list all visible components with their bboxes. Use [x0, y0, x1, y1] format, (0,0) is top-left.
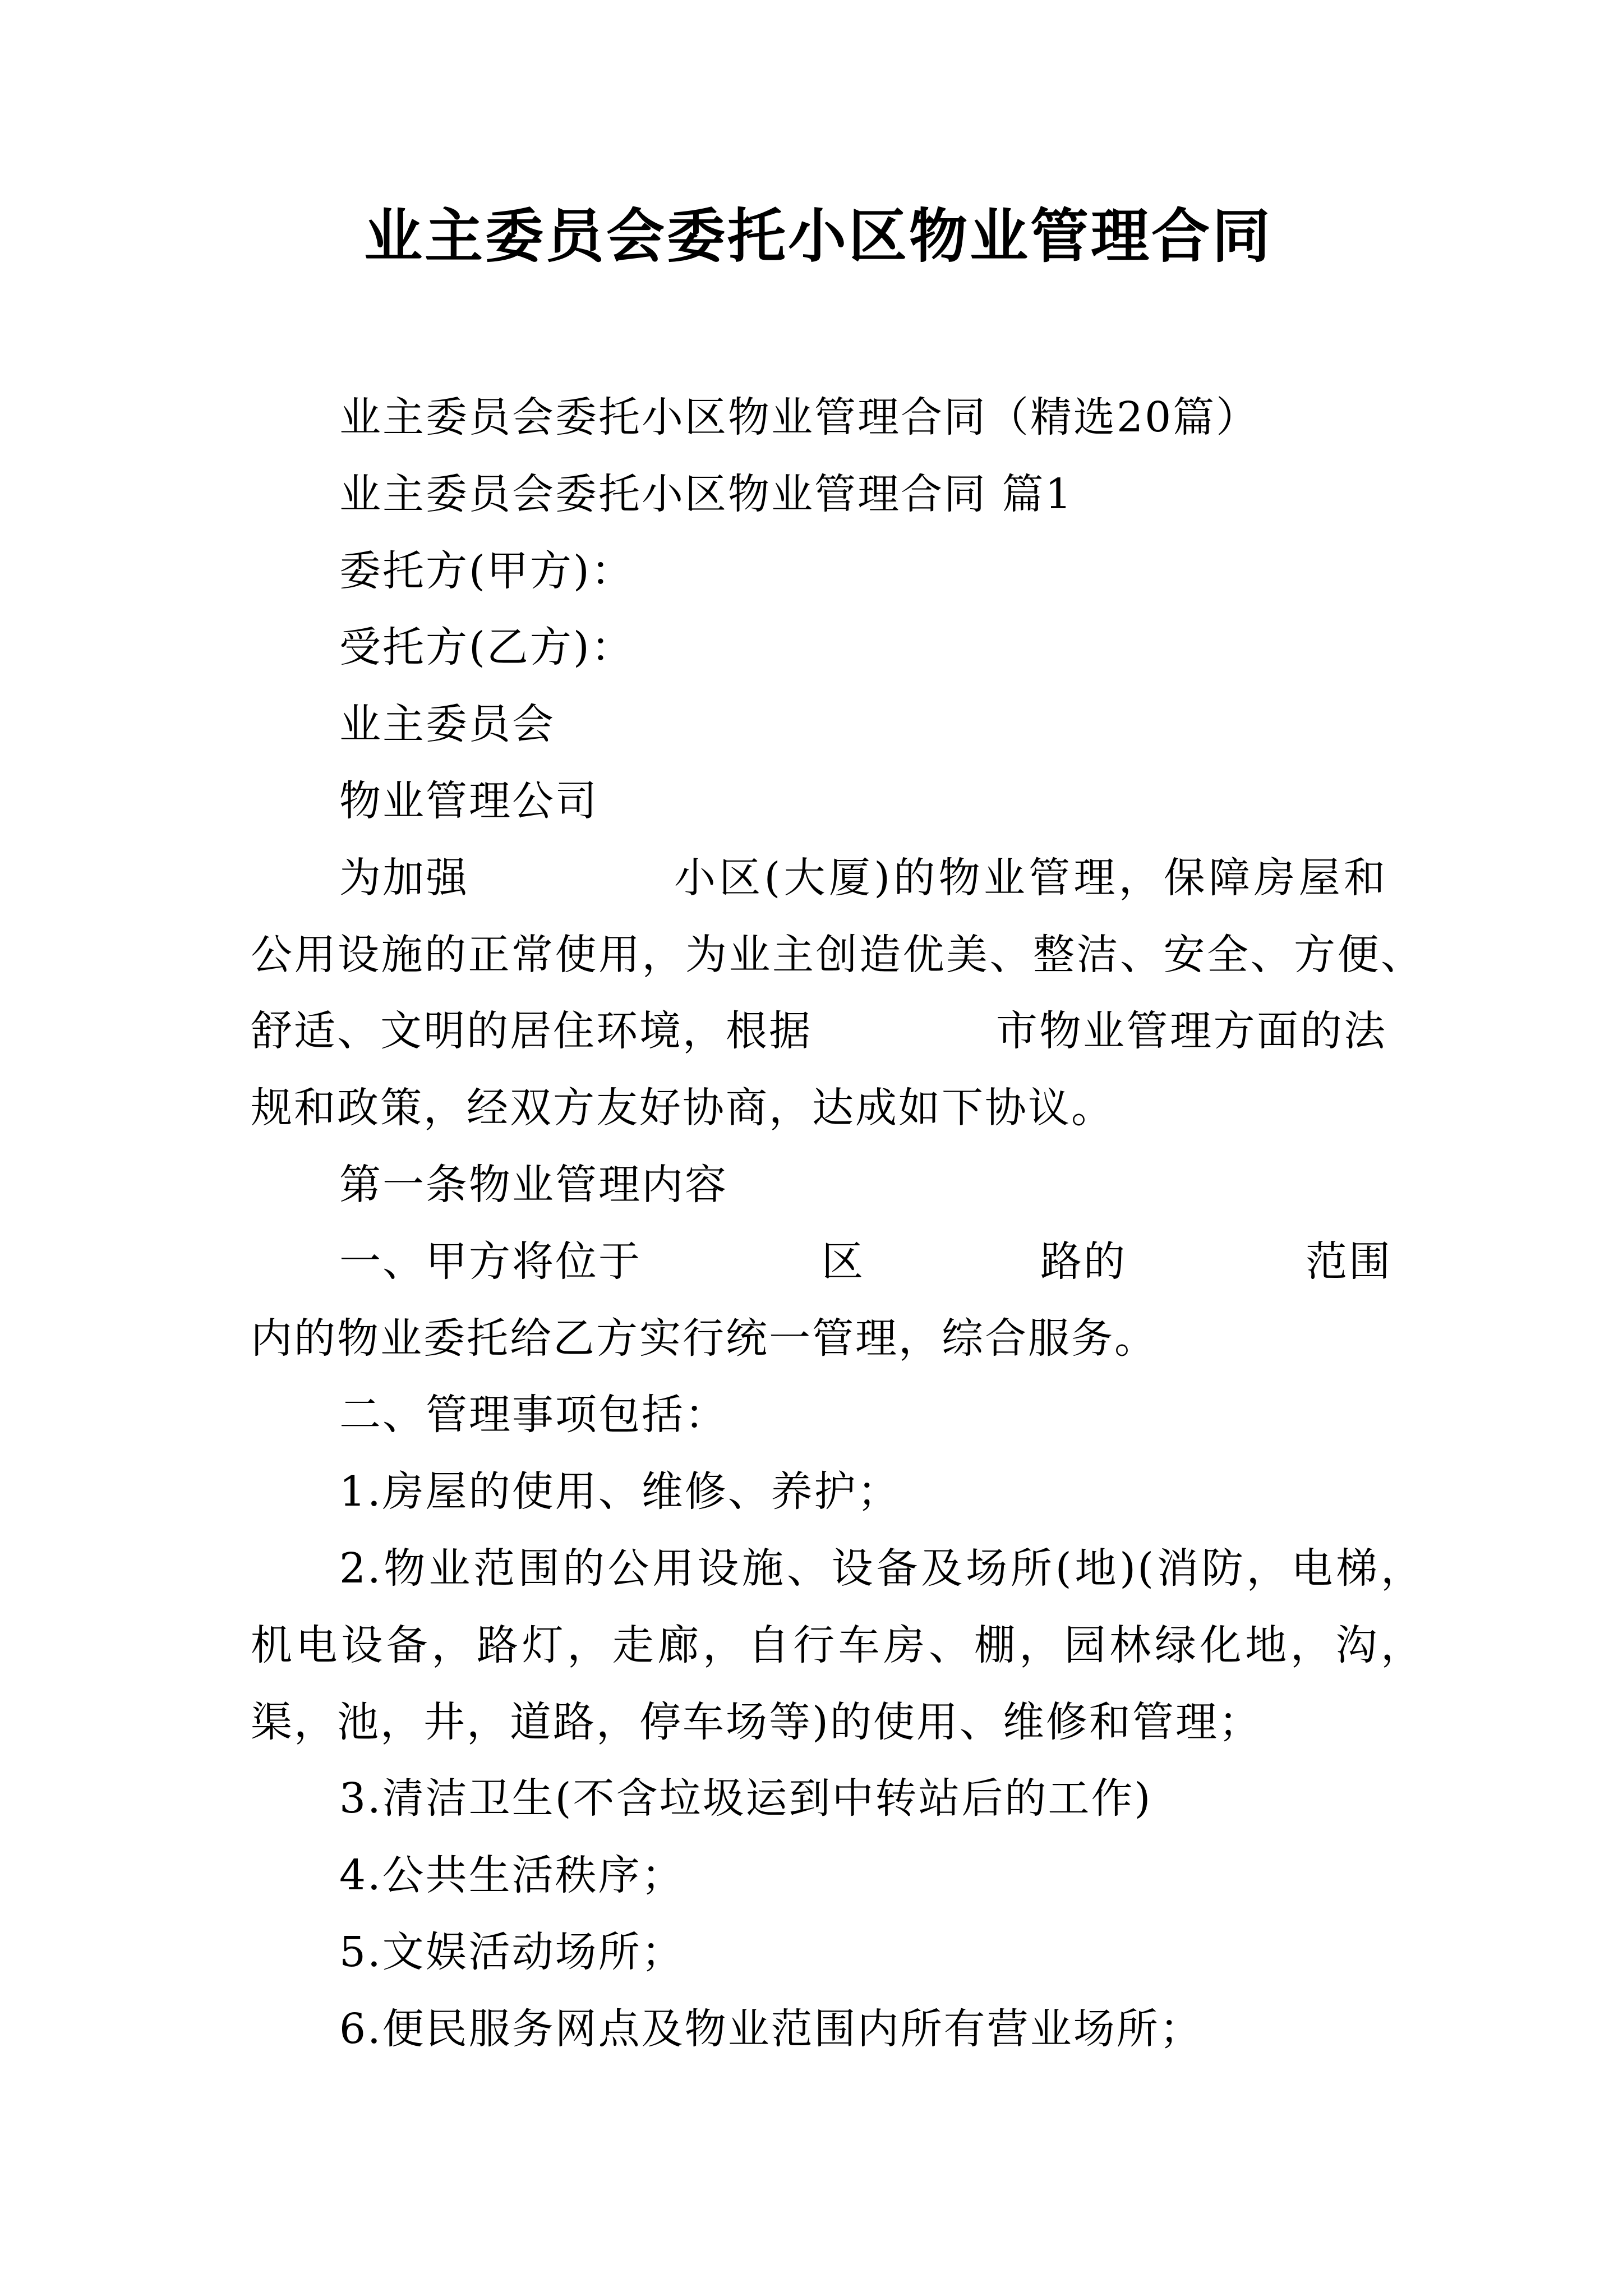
party-a-signatory: 业主委员会: [339, 700, 555, 749]
preamble-line-3: [0, 993, 1623, 1070]
article-1-heading-line: [0, 1147, 1623, 1223]
list-item: [0, 1914, 1623, 1991]
list-item-text: 机电设备，路灯，走廊，自行车房、棚，园林绿化地，沟，: [251, 1621, 1424, 1669]
clause-2-heading: 二、管理事项包括：: [339, 1391, 728, 1439]
preamble-text: 小区(大厦)的物业管理，保障房屋和: [674, 853, 1387, 902]
list-item-continuation: [0, 1684, 1623, 1761]
article-heading: 业主委员会委托小区物业管理合同 篇1: [339, 470, 1073, 518]
list-item: [0, 1837, 1623, 1914]
clause-1-line-1: [0, 1223, 1623, 1300]
clause-1-text: 内的物业委托给乙方实行统一管理，综合服务。: [251, 1314, 1158, 1363]
clause-1-text: 区: [822, 1237, 865, 1286]
document-body: [0, 379, 1623, 2068]
list-item: [0, 1760, 1623, 1837]
clause-1-text: 一、甲方将位于: [339, 1237, 642, 1286]
list-item-text: 5.文娱活动场所；: [339, 1927, 685, 1976]
preamble-text: 为加强: [339, 853, 469, 902]
party-a-signatory-line: [0, 686, 1623, 763]
list-item-text: 2.物业范围的公用设施、设备及场所(地)(消防，电梯，: [339, 1544, 1424, 1593]
party-b-signatory: 物业管理公司: [339, 776, 598, 825]
party-a-line: [0, 533, 1623, 610]
list-item-text: 6.便民服务网点及物业范围内所有营业场所；: [339, 2004, 1203, 2053]
list-item-text: 4.公共生活秩序；: [339, 1851, 685, 1900]
list-item: [0, 1453, 1623, 1530]
preamble-text: 公用设施的正常使用，为业主创造优美、整洁、安全、方便、: [251, 930, 1424, 979]
list-item: [0, 1530, 1623, 1607]
preamble-text: 市物业管理方面的法: [996, 1007, 1387, 1056]
preamble-text: 规和政策，经双方友好协商，达成如下协议。: [251, 1084, 1114, 1133]
preamble-text: 舒适、文明的居住环境，根据: [251, 1007, 812, 1056]
list-item-text: 渠，池，井，道路，停车场等)的使用、维修和管理；: [251, 1697, 1262, 1746]
clause-2-heading-line: [0, 1377, 1623, 1453]
article-heading-line: [0, 456, 1623, 533]
list-item-text: 1.房屋的使用、维修、养护；: [339, 1467, 901, 1516]
list-item: [0, 1991, 1623, 2068]
clause-1-line-2: [0, 1300, 1623, 1377]
collection-title: 业主委员会委托小区物业管理合同（精选20篇）: [339, 393, 1260, 441]
preamble-line-1: [0, 840, 1623, 917]
preamble-line-4: [0, 1070, 1623, 1147]
article-1-heading: 第一条物业管理内容: [339, 1160, 728, 1209]
list-item-text: 3.清洁卫生(不含垃圾运到中转站后的工作): [339, 1774, 1152, 1823]
preamble-line-2: [0, 917, 1623, 993]
clause-1-text: 路的: [1040, 1237, 1127, 1286]
party-b-line: [0, 609, 1623, 686]
party-b-label: 受托方(乙方)：: [339, 623, 634, 672]
list-item-continuation: [0, 1607, 1623, 1684]
document-title: 业主委员会委托小区物业管理合同: [363, 201, 1272, 270]
party-b-signatory-line: [0, 763, 1623, 840]
party-a-label: 委托方(甲方)：: [339, 546, 634, 595]
collection-title-line: [0, 379, 1623, 456]
clause-1-text: 范围: [1306, 1237, 1392, 1286]
